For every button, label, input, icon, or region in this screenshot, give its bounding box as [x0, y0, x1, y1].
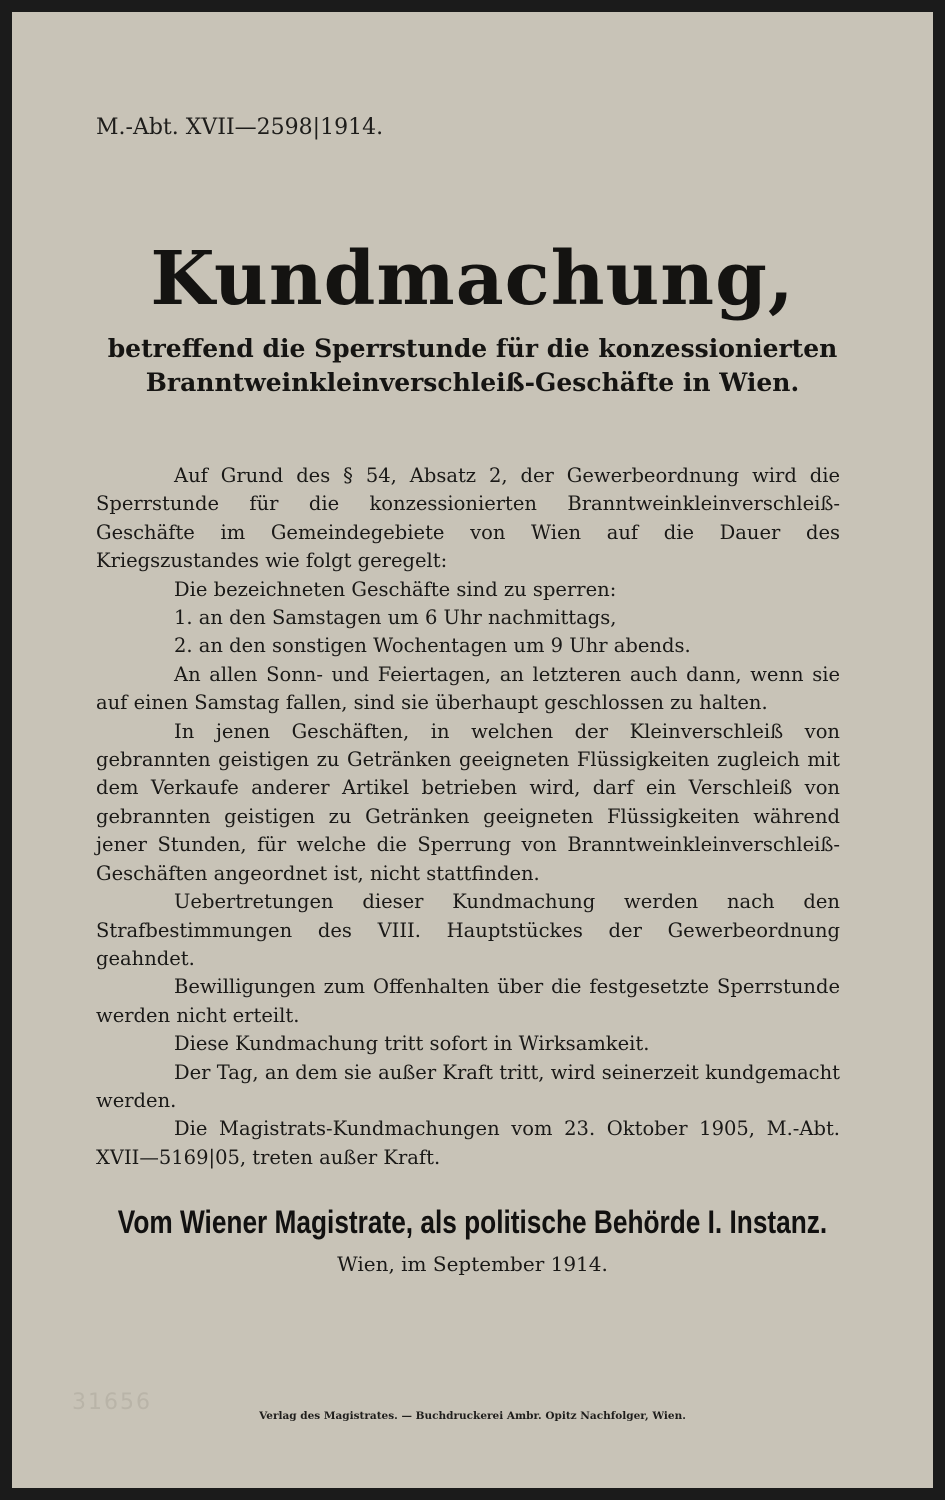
paragraph-effective: Diese Kundmachung tritt sofort in Wirksamkeit. [174, 1032, 650, 1056]
subtitle-line-1: betreffend die Sperrstunde für die konzessionierten [107, 334, 838, 363]
issuing-authority: Vom Wiener Magistrate, als politische Behörde I. Instanz. [117, 1204, 828, 1240]
paragraph-mixed-shops: In jenen Geschäften, in welchen der Kleinverschleiß von gebrannten geistigen zu Getränken geeigneten Flüssigkeiten zugleich mit dem Verkaufe anderer Artikel betrieben wird, darf ein Verschleiß von gebrannten geistigen zu Getränken geeigneten Flüssigkeiten während jener Stunden, für welche die Sperrung von Branntweinkleinverschleiß-Geschäften angeordnet ist, nicht stattfinden. [96, 719, 840, 885]
document-title: Kundmachung, [150, 236, 795, 322]
paragraph-penalties: Uebertretungen dieser Kundmachung werden nach den Strafbestimmungen des VIII. Hauptstückes der Gewerbeordnung geahndet. [96, 890, 840, 970]
paragraph-closing-intro: Die bezeichneten Geschäfte sind zu sperren: [174, 577, 617, 601]
faint-stamp-number: 31656 [72, 1390, 152, 1415]
paragraph-repeal: Die Magistrats-Kundmachungen vom 23. Oktober 1905, M.-Abt. XVII—5169|05, treten außer Kraft. [96, 1117, 840, 1169]
subtitle-line-2: Branntweinkleinverschleiß-Geschäfte in Wien. [145, 368, 800, 397]
paragraph-holidays: An allen Sonn- und Feiertagen, an letzteren auch dann, wenn sie auf einen Samstag fallen, sind sie überhaupt geschlossen zu halten. [96, 662, 840, 715]
paragraph-expiry: Der Tag, an dem sie außer Kraft tritt, wird seinerzeit kundgemacht werden. [96, 1060, 840, 1112]
reference-number: M.-Abt. XVII—2598|1914. [96, 115, 384, 140]
list-item-saturday: 1. an den Samstagen um 6 Uhr nachmittags, [174, 606, 617, 630]
paragraph-legal-basis: Auf Grund des § 54, Absatz 2, der Gewerbeordnung wird die Sperrstunde für die konzessionierten Branntweinkleinverschleiß-Geschäfte im Gemeindegebiete von Wien auf die Dauer des Kriegszustandes wie folgt geregelt: [96, 464, 840, 573]
notice-body [96, 462, 840, 1172]
list-item-weekdays: 2. an den sonstigen Wochentagen um 9 Uhr abends. [174, 634, 691, 658]
printer-imprint: Verlag des Magistrates. — Buchdruckerei Ambr. Opitz Nachfolger, Wien. [259, 1410, 686, 1422]
paragraph-no-exemptions: Bewilligungen zum Offenhalten über die festgesetzte Sperrstunde werden nicht erteilt. [96, 975, 840, 1027]
date-line: Wien, im September 1914. [337, 1252, 608, 1276]
poster-sheet [12, 12, 933, 1488]
document-subtitle [12, 332, 933, 400]
